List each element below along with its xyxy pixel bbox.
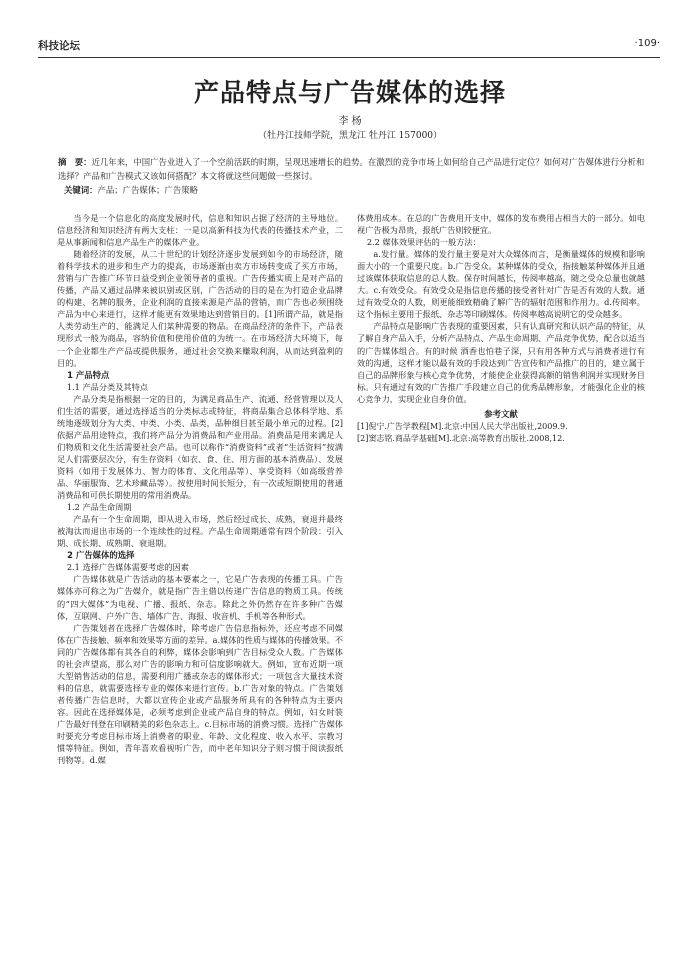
reference-2: [2]窦志铭.商品学基础[M].北京:高等教育出版社.2008,12. xyxy=(357,433,565,443)
intro-paragraph-2: 随着经济的发展，从二十世纪的计划经济逐步发展到如今的市场经济，随着科学技术的进步和生产力的提高，市场逐渐由卖方市场转变成了买方市场，营销与广告推广环节日益受到企业领导者的重视。广告传播实质上是对产品的传播，产品又通过品牌来被识别或区别，广告活动的目的是在为打造企业品牌的构建、名牌的服务，企业利润的直接来源是产品的营销，而广告也必须围绕产品为中心来进行，这样才能更有效果地达到营销目的。[1]所谓产品，就是指人类劳动生产的、能满足人们某种需要的物品。在商品经济的条件下，产品表现形式一般为商品，容纳价值和使用价值的为统一。在市场经济大环境下，每一个企业都生产产品或提供服务，通过社会交换来赚取利润，从而达到盈利的目的。 xyxy=(57,249,343,368)
keywords-label: 关键词： xyxy=(64,185,98,195)
intro-paragraph-1: 当今是一个信息化的高度发展时代，信息和知识占据了经济的主导地位。信息经济和知识经济有两大支柱：一是以高新科技为代表的传播技术产业，二是从事新闻和信息产品生产的媒体产业。 xyxy=(57,213,343,248)
section-name: 科技论坛 xyxy=(38,40,80,52)
paragraph-continued: 体费用成本。在总的广告费用开支中，媒体的发布费用占相当大的一部分。如电视广告极为昂贵，报纸广告则较便宜。 xyxy=(357,213,645,236)
heading-2-2: 2.2 媒体效果评估的一般方法： xyxy=(366,237,481,248)
heading-1: 1 产品特点 xyxy=(67,369,110,380)
conclusion-paragraph: 产品特点是影响广告表现的重要因素，只有认真研究和认识产品的特征，从了解自身产品入手，分析产品特点、产品生命周期、产品竞争优势，配合以适当的广告媒体组合。有的时候 酒香也怕巷子深，只有用各种方式与消费者进行有效的沟通，这样才能以最有效的手段达到广告宣传和产品推广的目的，建立属于自己的品牌形象与核心竞争优势，才能使企业获得高额的销售利润并实现财务目标。只有通过有效的广告推广手段建立自己的优秀品牌形象，才能强化企业的核心竞争力，实现企业自身价值。 xyxy=(357,321,645,404)
running-head xyxy=(38,38,660,54)
heading-1-2: 1.2 产品生命周期 xyxy=(66,502,132,513)
keywords-text: 产品；广告媒体；广告策略 xyxy=(97,185,198,195)
references-title: 参考文献 xyxy=(484,408,518,419)
author-affiliation: （牡丹江技师学院，黑龙江 牡丹江 157000） xyxy=(257,131,443,141)
header-rule xyxy=(38,57,660,58)
paragraph-2-2: a.发行量。媒体的发行量主要是对大众媒体而言，是衡量媒体的规模和影响面大小的一个重要尺度。b.广告受众。某种媒体的受众，指接触某种媒体并且通过该媒体获取信息的总人数。保存时间越长，传阅率越高，随之受众总量也就越大。c.有效受众。有效受众是指信息传播的接受者针对广告是否有效的人数。通过有效受众的人数，则更能细致精确了解广告的辐射范围和作用力。d.传阅率。这个指标主要用于报纸、杂志等印刷媒体。传阅率越高说明它的受众越多。 xyxy=(357,249,645,320)
paragraph-2-1b: 广告策划者在选择广告媒体时，除考虑广告信息指标外，还应考虑不同媒体在广告接触、频率和效果等方面的差异。a.媒体的性质与媒体的传播效果。不同的广告媒体都有其各自的利弊，媒体会影响到广告目标受众人数。广告媒体的社会声望高，那么对广告的影响力和可信度影响就大。例如，宣布近期一项大型销售活动的信息，需要利用广播或杂志的媒体形式；一项包含大量技术资料的信息，就需要选择专业的媒体来进行宣传。b.广告对象的特点。广告策划者传播广告信息时，大都以宣传企业或产品服务所具有的各种特点为主要内容。因此在选择媒体是，必须考虑到企业或产品自身的特点。例如，妇女时装广告最好刊登在印刷精美的彩色杂志上。c.目标市场的消费习惯。选择广告媒体时要充分考虑目标市场上消费者的职业、年龄、文化程度、收入水平、宗教习惯等特征。例如，青年喜欢看视听广告，而中老年知识分子则习惯于阅读报纸刊物等。d.媒 xyxy=(57,622,343,766)
keywords xyxy=(64,184,652,196)
heading-2-1: 2.1 选择广告媒体需要考虑的因素 xyxy=(66,562,189,573)
paragraph-1-1: 产品分类是指根据一定的目的，为满足商品生产、流通、经营管理以及人们生活的需要，通过选择适当的分类标志或特征，将商品集合总体科学地、系统地逐级划分为大类、中类、小类、品类，品种细目甚至最小单元的过程。[2]依据产品用途特点，我们将产品分为消费品和产业用品。消费品是用来满足人们物质和文化生活需要社会产品。也可以称作“消费资料”或者“生活资料”按满足人们需要层次分，有生存资料（如衣、食、住、用方面的基本消费品）、发展资料（如用于发展体力、智力的体育、文化用品等）、享受资料（如高级营养品、华丽服饰、艺术珍藏品等）。按使用时间长短分，有一次或短期使用的普通消费品和可供长期使用的常用消费品。 xyxy=(57,393,343,501)
article-author: 李 杨 xyxy=(338,116,362,127)
reference-1: [1]倪宁.广告学教程[M].北京:中国人民大学出版社,2009.9. xyxy=(357,421,568,431)
abstract-text: 近几年来，中国广告业进入了一个空前活跃的时期，呈现迅速增长的趋势。在激烈的竞争市场上如何给自己产品进行定位？如何对广告媒体进行分析和选择？产品和广告模式又该如何搭配？本文将就这些问题做一些探讨。 xyxy=(58,157,645,181)
heading-1-1: 1.1 产品分类及其特点 xyxy=(66,381,148,392)
abstract-label: 摘 要： xyxy=(58,157,92,167)
right-column xyxy=(357,212,645,445)
paragraph-2-1a: 广告媒体就是广告活动的基本要素之一，它是广告表现的传播工具。广告媒体亦可称之为广告媒介，就是指广告主借以传递广告信息的物质工具。传统的“四大媒体”为电视、广播、报纸、杂志。除此之外仍然存在许多种广告媒体，互联网、户外广告、墙体广告、海报、收音机、手机等各种形式。 xyxy=(57,574,343,621)
page-number: ·109· xyxy=(634,38,660,49)
abstract xyxy=(58,155,652,183)
heading-2: 2 广告媒体的选择 xyxy=(67,550,135,561)
article-title: 产品特点与广告媒体的选择 xyxy=(193,78,506,107)
left-column xyxy=(57,212,343,766)
paragraph-1-2: 产品有一个生命周期，即从进入市场，然后经过成长、成熟，衰退并最终被淘汰而退出市场的一个连续性的过程。产品生命周期通常有四个阶段：引入期、成长期、成熟期、衰退期。 xyxy=(57,514,343,549)
